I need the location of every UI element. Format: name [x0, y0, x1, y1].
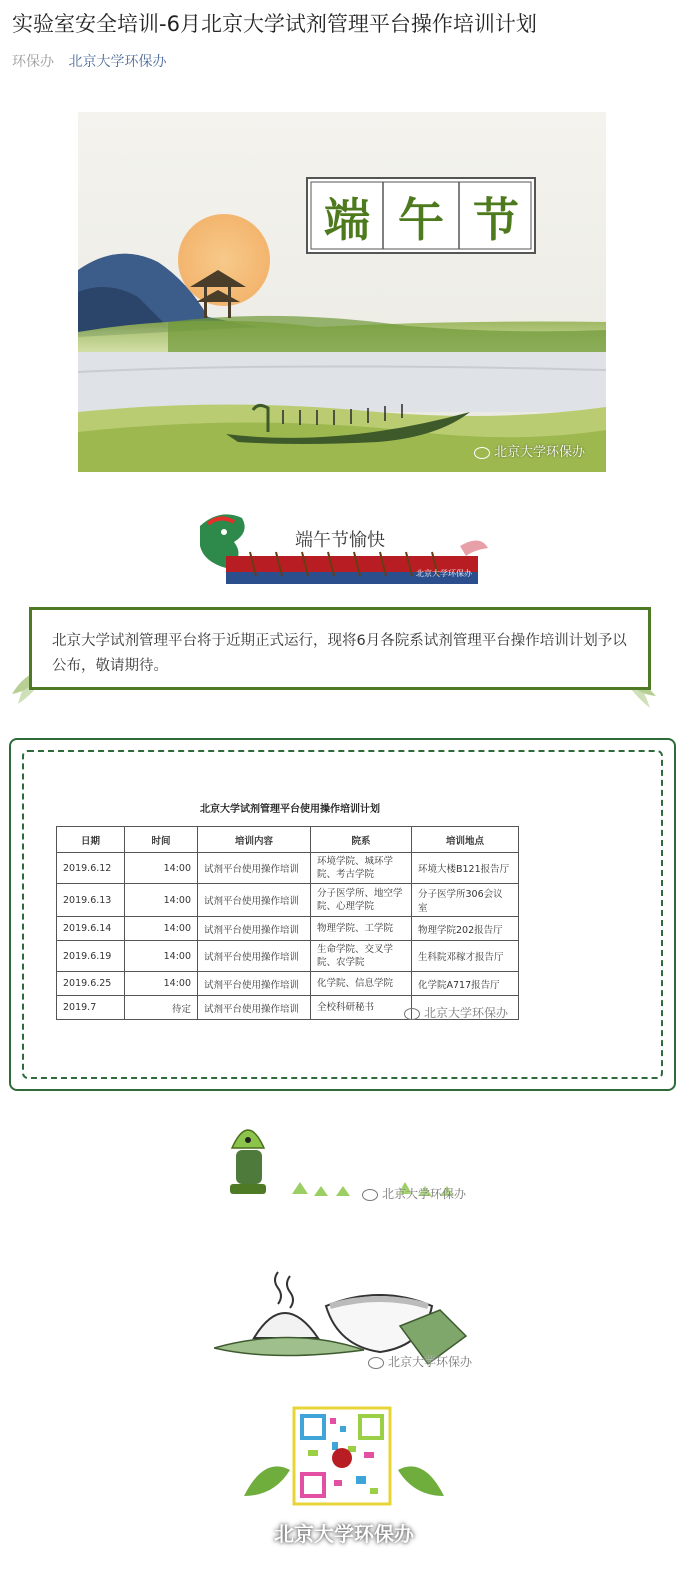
dish-watermark: 北京大学环保办 — [368, 1353, 472, 1370]
cell-date: 2019.6.12 — [57, 853, 125, 884]
table-row — [57, 917, 519, 941]
article-meta — [12, 51, 166, 71]
cell-location: 生科院邓稼才报告厅 — [412, 941, 519, 972]
hero-illustration — [78, 112, 606, 472]
table-row — [57, 884, 519, 917]
dragon-banner — [190, 506, 490, 590]
hero-char-3: 节 — [473, 193, 519, 247]
cell-date: 2019.7 — [57, 996, 125, 1020]
cell-content: 试剂平台使用操作培训 — [198, 941, 311, 972]
cell-time: 14:00 — [125, 917, 198, 941]
notice-box — [29, 607, 651, 690]
cell-content: 试剂平台使用操作培训 — [198, 972, 311, 996]
header-location: 培训地点 — [412, 827, 519, 853]
cell-content: 试剂平台使用操作培训 — [198, 853, 311, 884]
cell-department: 环境学院、城环学院、考古学院 — [311, 853, 412, 884]
schedule-title: 北京大学试剂管理平台使用操作培训计划 — [200, 804, 380, 815]
cell-department: 化学院、信息学院 — [311, 972, 412, 996]
zongzi-watermark: 北京大学环保办 — [362, 1185, 466, 1202]
cell-content: 试剂平台使用操作培训 — [198, 996, 311, 1020]
wechat-icon — [404, 1008, 420, 1020]
header-time: 时间 — [125, 827, 198, 853]
cell-location: 物理学院202报告厅 — [412, 917, 519, 941]
hero-char-1: 端 — [324, 193, 370, 247]
cell-time: 14:00 — [125, 972, 198, 996]
footer-account: 北京大学环保办 — [246, 1518, 414, 1547]
schedule-table — [56, 826, 519, 1020]
cell-date: 2019.6.25 — [57, 972, 125, 996]
header-content: 培训内容 — [198, 827, 311, 853]
header-department: 院系 — [311, 827, 412, 853]
hero-watermark: 北京大学环保办 — [474, 441, 585, 460]
qr-section — [244, 1406, 444, 1592]
schedule-header-row — [57, 827, 519, 853]
hero-image — [78, 112, 606, 472]
cell-department: 物理学院、工学院 — [311, 917, 412, 941]
hero-char-2: 午 — [398, 193, 444, 247]
cell-date: 2019.6.19 — [57, 941, 125, 972]
cell-time: 14:00 — [125, 853, 198, 884]
table-row — [57, 972, 519, 996]
header-date: 日期 — [57, 827, 125, 853]
banner-watermark: 北京大学环保办 — [416, 569, 472, 578]
cell-department: 生命学院、交叉学院、农学院 — [311, 941, 412, 972]
table-row — [57, 941, 519, 972]
cell-content: 试剂平台使用操作培训 — [198, 884, 311, 917]
wechat-icon — [246, 1527, 268, 1544]
wechat-icon — [474, 447, 490, 459]
banner-text: 端午节愉快 — [295, 530, 385, 551]
table-row — [57, 853, 519, 884]
account-link[interactable]: 北京大学环保办 — [68, 54, 167, 70]
cell-time: 待定 — [125, 996, 198, 1020]
wechat-icon — [368, 1357, 384, 1369]
source-label: 环保办 — [12, 54, 54, 70]
qr-illustration — [244, 1406, 444, 1592]
article-title: 实验室安全培训-6月北京大学试剂管理平台操作培训计划 — [12, 12, 537, 36]
wechat-icon — [362, 1189, 378, 1201]
cell-location: 化学院A717报告厅 — [412, 972, 519, 996]
cell-department: 全校科研秘书 — [311, 996, 412, 1020]
cell-time: 14:00 — [125, 884, 198, 917]
cell-date: 2019.6.13 — [57, 884, 125, 917]
cell-content: 试剂平台使用操作培训 — [198, 917, 311, 941]
cell-location: 环境大楼B121报告厅 — [412, 853, 519, 884]
notice-text: 北京大学试剂管理平台将于近期正式运行，现将6月各院系试剂管理平台操作培训计划予以公布，敬请期待。 — [52, 633, 627, 674]
cell-time: 14:00 — [125, 941, 198, 972]
schedule-watermark: 北京大学环保办 — [404, 1004, 508, 1021]
cell-department: 分子医学所、地空学院、心理学院 — [311, 884, 412, 917]
cell-date: 2019.6.14 — [57, 917, 125, 941]
cell-location: 分子医学所306会议室 — [412, 884, 519, 917]
dragon-boat-illustration — [190, 506, 490, 590]
